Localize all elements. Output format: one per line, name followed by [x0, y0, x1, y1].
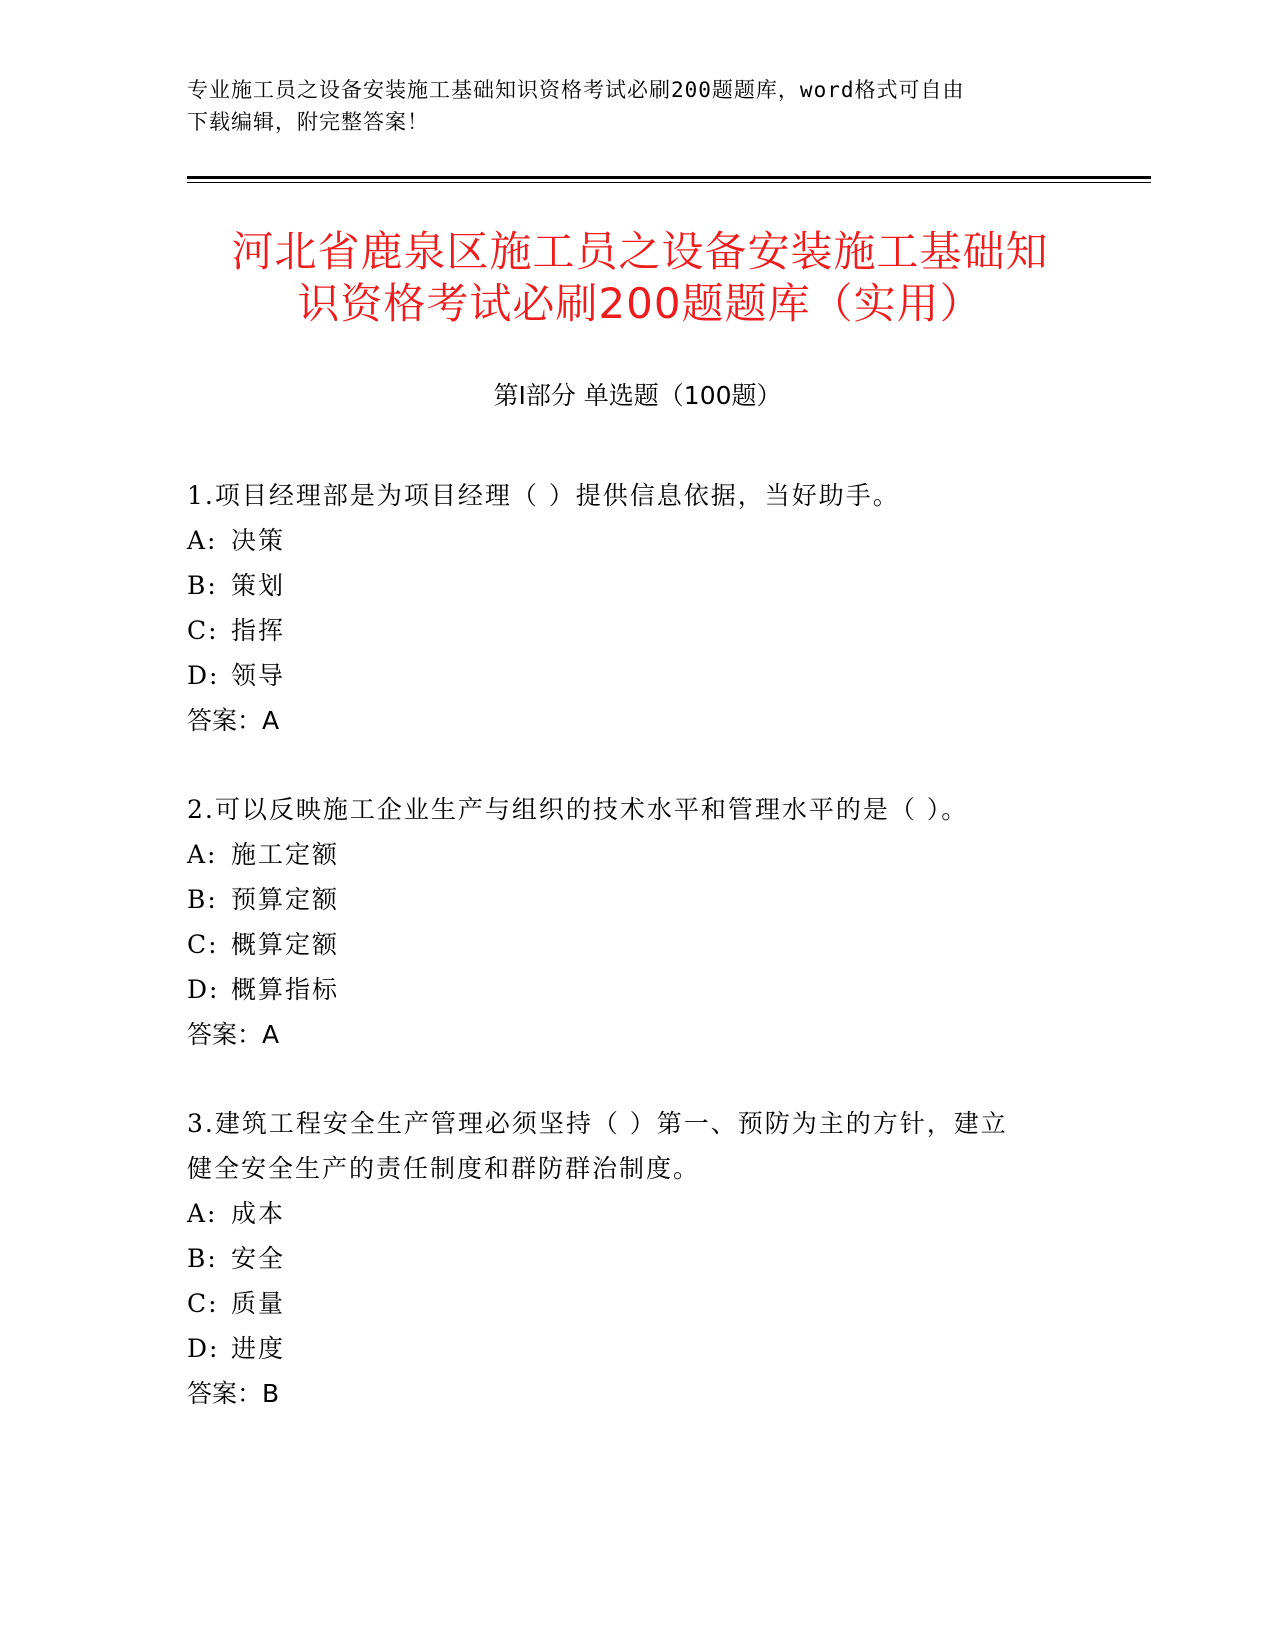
- option-text: 进度: [231, 1334, 286, 1363]
- option-text: 成本: [231, 1199, 286, 1228]
- option-letter: D:: [187, 1334, 220, 1363]
- option-letter: C:: [187, 616, 219, 645]
- header-divider-thick: [187, 176, 1151, 179]
- option-text: 概算定额: [231, 930, 340, 959]
- answer-key: 答案：A: [187, 1020, 280, 1049]
- question-stem: 1.项目经理部是为项目经理（ ）提供信息依据，当好助手。: [187, 481, 900, 510]
- option-text: 领导: [231, 661, 286, 690]
- option-letter: A:: [187, 526, 218, 555]
- option-a: [187, 1191, 1087, 1236]
- document-title-line: 识资格考试必刷200题题库（实用）: [297, 279, 983, 328]
- option-letter: D:: [187, 975, 220, 1004]
- option-b: [187, 1236, 1087, 1281]
- option-letter: B:: [187, 1244, 218, 1273]
- answer-key: 答案：A: [187, 706, 280, 735]
- option-d: [187, 1326, 1087, 1371]
- question-2: [187, 787, 1087, 1057]
- option-text: 概算指标: [231, 975, 340, 1004]
- header-note-line: 下载编辑，附完整答案！: [187, 110, 429, 134]
- option-letter: C:: [187, 930, 219, 959]
- option-text: 决策: [231, 526, 286, 555]
- option-a: [187, 832, 1087, 877]
- question-stem: 3.建筑工程安全生产管理必须坚持（ ）第一、预防为主的方针，建立: [187, 1109, 1008, 1138]
- header-divider-thin: [187, 182, 1151, 183]
- option-d: [187, 653, 1087, 698]
- question-stem: 2.可以反映施工企业生产与组织的技术水平和管理水平的是（ ）。: [187, 795, 969, 824]
- option-c: [187, 922, 1087, 967]
- option-a: [187, 518, 1087, 563]
- option-letter: C:: [187, 1289, 219, 1318]
- option-letter: A:: [187, 840, 218, 869]
- question-1: [187, 473, 1087, 743]
- answer-key: 答案：B: [187, 1379, 280, 1408]
- option-c: [187, 1281, 1087, 1326]
- document-title-line: 河北省鹿泉区施工员之设备安装施工基础知: [231, 227, 1049, 276]
- option-text: 安全: [231, 1244, 286, 1273]
- option-letter: D:: [187, 661, 220, 690]
- question-3: [187, 1101, 1087, 1416]
- option-text: 施工定额: [231, 840, 340, 869]
- header-note-line: 专业施工员之设备安装施工基础知识资格考试必刷200题题库，word格式可自由: [187, 78, 965, 102]
- question-stem-continued: 健全安全生产的责任制度和群防群治制度。: [187, 1154, 701, 1183]
- option-text: 质量: [231, 1289, 286, 1318]
- question-list: [187, 473, 1087, 1460]
- option-letter: B:: [187, 885, 218, 914]
- section-title: 第Ⅰ部分 单选题（100题）: [493, 381, 782, 410]
- option-d: [187, 967, 1087, 1012]
- option-letter: A:: [187, 1199, 218, 1228]
- option-text: 预算定额: [231, 885, 340, 914]
- option-text: 指挥: [231, 616, 286, 645]
- document-title: [150, 226, 1130, 330]
- option-b: [187, 877, 1087, 922]
- option-c: [187, 608, 1087, 653]
- option-b: [187, 563, 1087, 608]
- option-letter: B:: [187, 571, 218, 600]
- header-note: [187, 74, 1087, 138]
- option-text: 策划: [231, 571, 286, 600]
